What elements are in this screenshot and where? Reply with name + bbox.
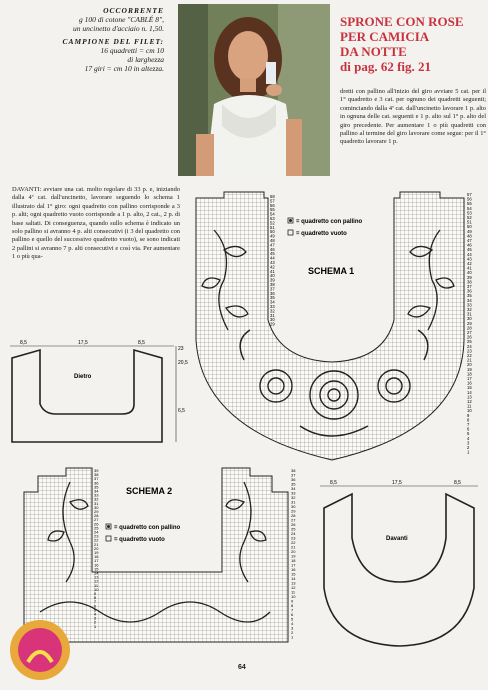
materials-line: g 100 di cotone "CABLÉ 8", [78, 15, 164, 24]
schema1-row-number: 41 [467, 265, 472, 271]
schema2-row-number: 15 [291, 571, 296, 577]
schema1-row-number: 42 [270, 264, 275, 270]
schema1-row-number: 45 [467, 247, 472, 253]
schema2-row-number: 14 [94, 570, 99, 576]
schema1-row-number: 58 [270, 194, 275, 199]
davanti-dim-mid: 17,5 [392, 480, 402, 486]
model-photo [178, 4, 330, 176]
schema1-row-number: 49 [270, 233, 275, 239]
schema2-row-number: 38 [291, 468, 296, 473]
schema1-row-numbers-right [467, 192, 472, 455]
schema1-row-number: 34 [270, 299, 275, 305]
schema2-row-number: 24 [291, 531, 296, 536]
schema1-row-number: 50 [270, 229, 275, 235]
materials-heading: OCCORRENTE [103, 6, 164, 15]
schema2-row-number: 11 [94, 582, 99, 588]
schema1-row-number: 14 [467, 389, 472, 395]
schema2-row-number: 26 [94, 521, 99, 527]
schema2-row-number: 30 [94, 504, 99, 510]
schema2-row-number: 29 [94, 509, 99, 514]
schema1-row-number: 56 [467, 196, 472, 202]
davanti-diagram [314, 478, 486, 650]
schema2-row-number: 3 [94, 615, 97, 621]
title-line: SPRONE CON ROSE [340, 14, 464, 29]
schema2-row-number: 3 [291, 625, 294, 631]
schema2-row-number: 24 [94, 529, 99, 535]
schema2-row-number: 16 [291, 567, 296, 572]
schema1-row-number: 31 [270, 312, 275, 318]
schema2-row-number: 28 [291, 513, 296, 518]
schema2-row-number: 6 [291, 612, 294, 617]
schema1-label: SCHEMA 1 [308, 266, 355, 276]
dietro-dim-h3: 6,5 [178, 408, 185, 414]
schema1-row-number: 7 [467, 422, 470, 427]
schema2-row-number: 8 [94, 595, 97, 601]
schema1-row-number: 18 [467, 371, 472, 377]
schema1-row-number: 51 [270, 224, 275, 230]
schema1-row-number: 15 [467, 385, 472, 391]
schema1-row-number: 53 [467, 210, 472, 216]
instructions-davanti: DAVANTI: avviare una cat. molto regolare di 33 p. e, iniziando dalla 4ª cat. dall'uncinetto, lavorare seguendo lo schema 1 illustrato dal 1° giro: ogni quadretto con pallino corrisponde a 3 p. alti; ogni quadretto vuoto corrisponde a 1 p. alto, 2 cat., 2 p. di base saltati. Di conseguenza, quando sullo schema è indicato un solo pallino si avranno 4 p. alti consecutivi (i 3 del quadretto con pallino e quello del successivo quadretto vuoto), se sono indicati 2 pallini si avranno 7 p. alti consecutivi e così via. Per aumentare 1 o più qua- [12, 186, 180, 261]
schema2-row-number: 15 [94, 566, 99, 572]
schema2-row-number: 7 [94, 599, 97, 605]
sample-line: 16 quadretti = cm 10 [100, 46, 164, 55]
schema1-row-number: 36 [270, 290, 275, 296]
dietro-dim-right: 8,5 [138, 340, 145, 346]
schema2-row-number: 14 [291, 576, 296, 581]
schema2-row-number: 26 [291, 522, 296, 527]
schema1-row-number: 22 [467, 353, 472, 358]
schema1-row-number: 54 [467, 205, 472, 211]
schema1-row-number: 40 [467, 270, 472, 276]
title-source: di pag. 62 fig. 21 [340, 59, 432, 74]
schema1-row-number: 53 [270, 216, 275, 221]
schema2-row-number: 5 [291, 616, 294, 622]
schema2-row-number: 34 [291, 486, 296, 491]
schema1-row-number: 40 [270, 273, 275, 279]
schema1-row-number: 21 [467, 357, 472, 363]
schema1-row-number: 52 [270, 220, 275, 226]
schema1-row-number: 36 [467, 288, 472, 294]
schema1-row-number: 6 [467, 426, 470, 432]
schema2-row-number: 2 [291, 630, 294, 635]
schema2-row-number: 20 [94, 545, 99, 551]
instructions-right: dretti con pallino all'inizio del giro avviare 5 cat. per il 1° quadretto e 3 cat. per ognuno dei quadretti seguenti; cominciando dalla 4ª cat. dall'uncinetto lavorare 1 p. alto in ognuna delle cat. seguenti e 1 p. alto sul 1° p. alto del giro precedente. Per aumentare 1 o più quadretti con pallino al termine del giro lavorare come segue: per il 1° quadretto lavorare 1 p. [340, 88, 486, 146]
schema1-row-number: 31 [467, 311, 472, 317]
page-number: 64 [238, 664, 246, 671]
schema1-legend-empty: = quadretto vuoto [296, 231, 347, 237]
schema1-row-number: 19 [467, 366, 472, 372]
schema1-row-number: 51 [467, 219, 472, 225]
schema2-row-number: 35 [94, 484, 99, 490]
schema1-row-number: 54 [270, 211, 275, 217]
schema1-row-number: 1 [467, 449, 470, 455]
schema2-row-number: 34 [94, 488, 99, 494]
schema2-row-number: 5 [94, 607, 97, 613]
schema2-row-number: 39 [94, 468, 99, 473]
schema2-row-number: 31 [94, 500, 99, 506]
schema2-row-number: 27 [94, 517, 99, 523]
schema1-chart [184, 190, 480, 466]
schema1-row-number: 45 [270, 251, 275, 257]
schema2-row-number: 29 [291, 508, 296, 514]
schema1-row-number: 12 [467, 399, 472, 404]
schema2-legend-filled: = quadretto con pallino [114, 525, 181, 531]
schema1-row-number: 48 [467, 233, 472, 239]
schema1-row-number: 30 [270, 317, 275, 323]
schema1-row-number: 29 [467, 320, 472, 326]
schema1-row-number: 26 [467, 334, 472, 340]
schema1-row-number: 50 [467, 224, 472, 230]
schema2-row-number: 13 [94, 574, 99, 580]
davanti-dim-left: 8,5 [330, 480, 337, 486]
schema1-row-number: 34 [467, 297, 472, 303]
schema1-row-number: 55 [270, 207, 275, 213]
schema2-row-number: 4 [94, 611, 97, 617]
schema2-row-number: 35 [291, 481, 296, 487]
davanti-label: Davanti [386, 536, 408, 542]
schema1-legend-filled: = quadretto con pallino [296, 219, 363, 225]
schema2-legend-empty: = quadretto vuoto [114, 537, 165, 543]
schema1-row-number: 11 [467, 403, 472, 409]
schema2-row-number: 36 [291, 477, 296, 482]
sample-heading: CAMPIONE DEL FILET: [62, 37, 164, 46]
schema1-row-number: 39 [467, 274, 472, 280]
schema2-row-number: 30 [291, 504, 296, 509]
schema2-row-number: 2 [94, 619, 97, 625]
schema2-row-number: 28 [94, 513, 99, 519]
schema2-row-number: 7 [291, 607, 294, 613]
schema2-legend [106, 524, 111, 541]
schema2-row-number: 11 [291, 589, 296, 595]
schema2-row-number: 37 [94, 476, 99, 482]
schema2-row-number: 1 [94, 623, 97, 629]
schema2-row-number: 23 [291, 535, 296, 541]
schema1-row-number: 43 [270, 260, 275, 265]
schema2-row-number: 10 [94, 586, 99, 592]
schema2-row-number: 9 [94, 591, 97, 596]
schema1-row-number: 55 [467, 201, 472, 207]
schema2-row-number: 17 [291, 562, 296, 568]
schema1-row-number: 41 [270, 268, 275, 274]
schema1-row-number: 32 [467, 307, 472, 312]
schema1-row-number: 33 [467, 302, 472, 308]
schema1-row-number: 49 [467, 228, 472, 234]
schema1-row-number: 44 [270, 255, 275, 261]
schema1-row-number: 37 [270, 286, 275, 292]
schema2-row-number: 25 [94, 525, 99, 531]
publisher-logo [8, 618, 72, 682]
schema2-row-number: 27 [291, 517, 296, 523]
schema1-row-number: 4 [467, 435, 470, 441]
schema1-row-number: 33 [270, 304, 275, 309]
schema1-row-number: 5 [467, 431, 470, 437]
dietro-dim-mid: 17,5 [78, 340, 88, 346]
schema2-row-number: 25 [291, 526, 296, 532]
schema1-row-number: 39 [270, 277, 275, 283]
dietro-dim-h2: 20,5 [178, 360, 188, 366]
schema1-row-number: 23 [467, 348, 472, 354]
schema2-label: SCHEMA 2 [126, 486, 173, 496]
schema1-row-number: 47 [270, 242, 275, 248]
schema2-row-number: 33 [291, 490, 296, 496]
schema2-row-number: 21 [94, 541, 99, 547]
schema1-row-number: 48 [270, 238, 275, 243]
schema1-row-number: 24 [467, 343, 472, 349]
schema1-row-number: 3 [467, 440, 470, 446]
schema1-row-number: 42 [467, 261, 472, 266]
schema2-row-number: 6 [94, 603, 97, 609]
schema1-legend [288, 218, 293, 235]
schema1-row-number: 57 [467, 192, 472, 197]
schema2-row-number: 4 [291, 621, 294, 626]
materials-block [52, 6, 164, 73]
schema1-row-number: 38 [270, 282, 275, 287]
schema1-row-number: 47 [467, 238, 472, 243]
schema1-row-number: 27 [467, 330, 472, 335]
pattern-title [340, 14, 480, 74]
schema1-row-number: 52 [467, 215, 472, 220]
schema2-row-number: 22 [291, 540, 296, 545]
schema2-row-numbers-right [291, 468, 296, 640]
schema2-row-number: 38 [94, 472, 99, 478]
materials-line: un uncinetto d'acciaio n. 1,50. [73, 24, 164, 33]
schema2-row-number: 13 [291, 580, 296, 586]
schema1-row-number: 43 [467, 256, 472, 262]
schema1-row-number: 35 [467, 293, 472, 299]
schema2-row-number: 12 [291, 585, 296, 590]
dietro-dim-left: 8,5 [20, 340, 27, 346]
schema2-row-number: 21 [291, 544, 296, 550]
schema1-row-number: 30 [467, 316, 472, 322]
dietro-label: Dietro [74, 374, 92, 380]
sample-line: di larghezza [127, 55, 164, 64]
schema2-row-number: 22 [94, 537, 99, 543]
dietro-diagram [4, 338, 190, 448]
schema1-row-number: 9 [467, 412, 470, 418]
schema1-row-number: 44 [467, 251, 472, 257]
schema2-row-number: 23 [94, 533, 99, 539]
schema2-row-number: 31 [291, 499, 296, 505]
schema1-row-number: 10 [467, 408, 472, 414]
schema1-row-number: 46 [270, 246, 275, 252]
schema2-row-number: 19 [94, 550, 99, 555]
schema2-row-number: 36 [94, 480, 99, 486]
schema1-row-number: 16 [467, 380, 472, 386]
title-line: PER CAMICIA [340, 29, 430, 44]
schema1-row-number: 17 [467, 376, 472, 381]
schema1-row-number: 8 [467, 417, 470, 423]
schema1-row-number: 29 [270, 321, 275, 327]
schema2-row-number: 9 [291, 598, 294, 604]
schema2-row-number: 18 [94, 554, 99, 560]
schema2-row-number: 12 [94, 578, 99, 584]
schema1-row-number: 2 [467, 445, 470, 450]
schema1-row-number: 57 [270, 198, 275, 204]
schema2-row-number: 16 [94, 562, 99, 568]
schema1-row-number: 38 [467, 279, 472, 285]
schema1-row-number: 20 [467, 362, 472, 368]
schema1-row-number: 32 [270, 308, 275, 314]
sample-line: 17 giri = cm 10 in altezza. [84, 64, 164, 73]
davanti-dim-right: 8,5 [454, 480, 461, 486]
title-line: DA NOTTE [340, 44, 407, 59]
schema2-row-number: 1 [291, 634, 294, 640]
schema1-row-numbers-left [270, 194, 275, 327]
dietro-dim-h1: 23 [178, 346, 184, 352]
schema1-row-number: 13 [467, 394, 472, 400]
schema2-row-number: 32 [291, 495, 296, 500]
schema1-row-number: 56 [270, 202, 275, 208]
schema1-row-number: 28 [467, 325, 472, 331]
schema2-row-number: 8 [291, 603, 294, 608]
schema2-row-number: 20 [291, 549, 296, 554]
schema1-row-number: 46 [467, 242, 472, 248]
schema2-row-number: 17 [94, 558, 99, 564]
schema2-row-number: 32 [94, 496, 99, 502]
schema2-row-number: 33 [94, 492, 99, 498]
schema2-row-number: 37 [291, 472, 296, 478]
schema2-row-number: 10 [291, 594, 296, 599]
schema2-row-number: 19 [291, 553, 296, 559]
schema2-row-number: 18 [291, 558, 296, 563]
schema1-row-number: 25 [467, 339, 472, 345]
schema1-row-number: 35 [270, 295, 275, 301]
schema1-row-number: 37 [467, 284, 472, 289]
